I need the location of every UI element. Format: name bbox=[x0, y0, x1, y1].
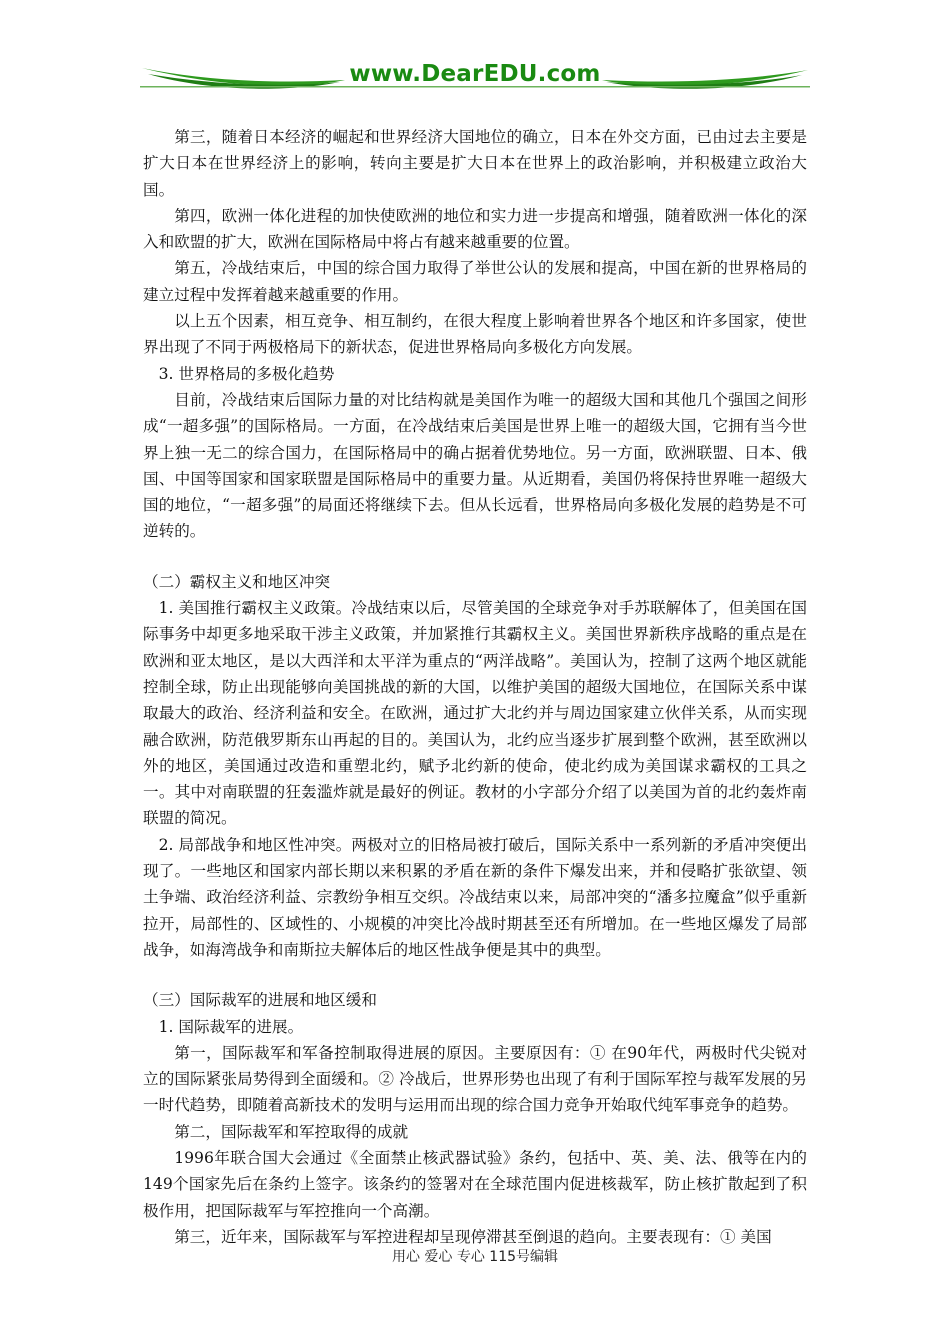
paragraph: 第五，冷战结束后，中国的综合国力取得了举世公认的发展和提高，中国在新的世界格局的建立过程中发挥着越来越重要的作用。 bbox=[143, 259, 807, 304]
paragraph: 以上五个因素，相互竞争、相互制约，在很大程度上影响着世界各个地区和许多国家，使世界出现了不同于两极格局下的新状态，促进世界格局向多极化方向发展。 bbox=[143, 312, 807, 357]
paragraph: 2. 局部战争和地区性冲突。两极对立的旧格局被打破后，国际关系中一系列新的矛盾冲突便出现了。一些地区和国家内部长期以来积累的矛盾在新的条件下爆发出来，并和侵略扩张欲望、领土争端、政治经济利益、宗教纷争相互交织。冷战结束以来，局部冲突的“潘多拉魔盒”似乎重新拉开，局部性的、区域性的、小规模的冲突比冷战时期甚至还有所增加。在一些地区爆发了局部战争，如海湾战争和南斯拉夫解体后的地区性战争便是其中的典型。 bbox=[143, 835, 807, 959]
document-body bbox=[143, 124, 807, 1250]
page-footer: 用心 爱心 专心 115号编辑 bbox=[391, 1249, 559, 1265]
paragraph: 第二，国际裁军和军控取得的成就 bbox=[174, 1122, 409, 1141]
paragraph: 目前，冷战结束后国际力量的对比结构就是美国作为唯一的超级大国和其他几个强国之间形成“一超多强”的国际格局。一方面，在冷战结束后美国是世界上唯一的超级大国，它拥有当今世界上独一无二的综合国力，在国际格局中的确占据着优势地位。另一方面，欧洲联盟、日本、俄国、中国等国家和国家联盟是国际格局中的重要力量。从近期看，美国仍将保持世界唯一超级大国的地位，“一超多强”的局面还将继续下去。但从长远看，世界格局向多极化发展的趋势是不可逆转的。 bbox=[143, 390, 807, 541]
site-logo-text: www.DearEDU.com bbox=[349, 61, 601, 87]
paragraph: 第四，欧洲一体化进程的加快使欧洲的地位和实力进一步提高和增强，随着欧洲一体化的深入和欧盟的扩大，欧洲在国际格局中将占有越来越重要的位置。 bbox=[143, 206, 807, 252]
paragraph: 1. 美国推行霸权主义政策。冷战结束以后，尽管美国的全球竞争对手苏联解体了，但美国在国际事务中却更多地采取干涉主义政策，并加紧推行其霸权主义。美国世界新秩序战略的重点是在欧洲和亚太地区，是以大西洋和太平洋为重点的“两洋战略”。美国认为，控制了这两个地区就能控制全球，防止出现能够向美国挑战的新的大国，以维护美国的超级大国地位，在国际关系中谋取最大的政治、经济利益和安全。在欧洲，通过扩大北约并与周边国家建立伙伴关系，从而实现融合欧洲，防范俄罗斯东山再起的目的。美国认为，北约应当逐步扩展到整个欧洲，甚至欧洲以外的地区，美国通过改造和重塑北约，赋予北约新的使命，使北约成为美国谋求霸权的工具之一。其中对南联盟的狂轰滥炸就是最好的例证。教材的小字部分介绍了以美国为首的北约轰炸南联盟的简况。 bbox=[143, 599, 807, 828]
paragraph: 第一，国际裁军和军备控制取得进展的原因。主要原因有：① 在90年代，两极时代尖锐对立的国际紧张局势得到全面缓和。② 冷战后，世界形势也出现了有利于国际军控与裁军发展的另一时代趋势，即随着高新技术的发明与运用而出现的综合国力竞争开始取代纯军事竞争的趋势。 bbox=[143, 1043, 807, 1115]
subsection-heading: 3. 世界格局的多极化趋势 bbox=[158, 364, 335, 383]
header-banner bbox=[140, 60, 810, 100]
paragraph: 1996年联合国大会通过《全面禁止核武器试验》条约，包括中、英、美、法、俄等在内的149个国家先后在条约上签字。该条约的签署对在全球范围内促进核裁军，防止核扩散起到了积极作用，把国际裁军与军控推向一个高潮。 bbox=[143, 1148, 807, 1220]
subsection-heading: 1. 国际裁军的进展。 bbox=[158, 1017, 304, 1036]
section-heading: （二）霸权主义和地区冲突 bbox=[143, 572, 331, 591]
section-heading: （三）国际裁军的进展和地区缓和 bbox=[143, 991, 377, 1010]
paragraph: 第三，近年来，国际裁军与军控进程却呈现停滞甚至倒退的趋向。主要表现有：① 美国 bbox=[174, 1227, 772, 1246]
paragraph: 第三，随着日本经济的崛起和世界经济大国地位的确立，日本在外交方面，已由过去主要是扩大日本在世界经济上的影响，转向主要是扩大日本在世界上的政治影响，并积极建立政治大国。 bbox=[143, 128, 807, 199]
